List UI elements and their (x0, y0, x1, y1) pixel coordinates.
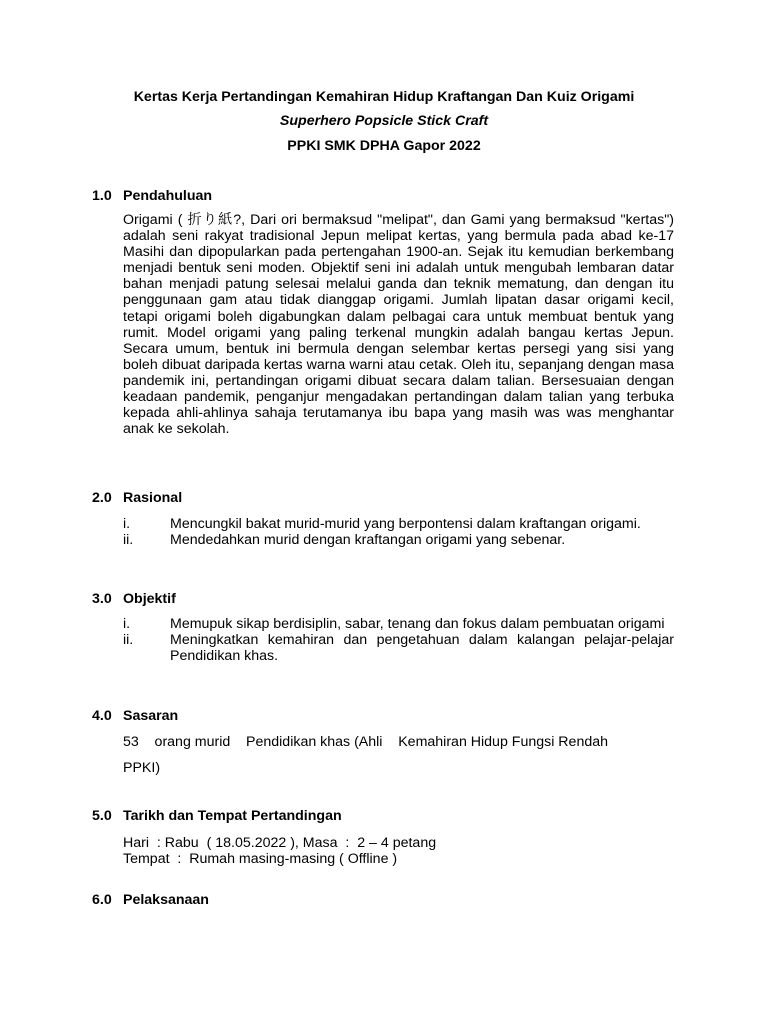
section-number: 3.0 (92, 591, 112, 607)
section-number: 5.0 (92, 808, 112, 824)
section-title: Tarikh dan Tempat Pertandingan (123, 808, 342, 824)
intro-paragraph: Origami ( 折り紙?, Dari ori bermaksud "melipat", dan Gami yang bermaksud "kertas") adalah seni rakyat tradisional Jepun melipat kertas, yang bermula pada abad ke-17 Masihi dan dipopularkan pada pertengahan 1900-an. Sejak itu kemudian berkembang menjadi bentuk seni moden. Objektif seni ini adalah untuk mengubah lembaran datar bahan menjadi patung selesai melalui ganda dan teknik mematung, dan dengan itu penggunaan gam atau tidak dianggap origami. Jumlah lipatan dasar origami kecil, tetapi origami boleh digabungkan dalam pelbagai cara untuk membuat bentuk yang rumit. Model origami yang paling terkenal mungkin adalah bangau kertas Jepun. Secara umum, bentuk ini bermula dengan selembar kertas persegi yang sisi yang boleh dibuat daripada kertas warna warni atau cetak. Oleh itu, sepanjang dengan masa pandemik ini, pertandingan origami dibuat secara dalam talian. Bersesuaian dengan keadaan pandemik, penganjur mengadakan pertandingan dalam talian yang terbuka kepada ahli-ahlinya sahaja terutamanya ibu bapa yang masih was was menghantar anak ke sekolah. (123, 212, 674, 438)
objectives-list (123, 616, 674, 664)
section-heading-rationale (92, 490, 182, 507)
section-number: 2.0 (92, 490, 112, 506)
list-item-text: Mencungkil bakat murid-murid yang berpontensi dalam kraftangan origami. (170, 516, 641, 532)
list-item-text: Mendedahkan murid dengan kraftangan origami yang sebenar. (170, 532, 566, 549)
document-title: Kertas Kerja Pertandingan Kemahiran Hidup Kraftangan Dan Kuiz Origami (133, 89, 635, 105)
section-heading-target (92, 708, 178, 725)
target-line-1: 53 orang murid Pendidikan khas (Ahli Kemahiran Hidup Fungsi Rendah (123, 734, 609, 750)
list-marker: i. (123, 616, 131, 632)
target-line-2: PPKI) (123, 760, 161, 776)
section-heading-schedule (92, 808, 342, 825)
section-title: Sasaran (123, 708, 179, 724)
list-marker: i. (123, 516, 131, 532)
section-heading-objectives (92, 591, 176, 608)
list-item (123, 632, 674, 664)
section-number: 1.0 (92, 188, 112, 204)
document-organizer: PPKI SMK DPHA Gapor 2022 (287, 138, 481, 154)
section-number: 4.0 (92, 708, 112, 724)
document-subtitle: Superhero Popsicle Stick Craft (279, 113, 489, 129)
list-item-text: Memupuk sikap berdisiplin, sabar, tenang dan fokus dalam pembuatan origami (170, 616, 665, 632)
list-item-text: Meningkatkan kemahiran dan pengetahuan dalam kalangan pelajar-pelajar Pendidikan khas. (170, 632, 674, 665)
schedule-venue: Tempat : Rumah masing-masing ( Offline ) (123, 851, 398, 867)
section-number: 6.0 (92, 892, 112, 908)
list-marker: ii. (123, 532, 134, 549)
section-title: Pelaksanaan (123, 892, 209, 908)
list-item (123, 616, 674, 632)
list-marker: ii. (123, 632, 134, 649)
section-heading-implementation (92, 892, 209, 909)
schedule-day-time: Hari : Rabu ( 18.05.2022 ), Masa : 2 – 4 petang (123, 835, 437, 851)
list-item (123, 532, 674, 548)
list-item (123, 516, 674, 532)
section-title: Pendahuluan (123, 188, 213, 204)
section-heading-intro (92, 188, 212, 205)
rationale-list (123, 516, 674, 548)
section-title: Objektif (123, 591, 176, 607)
section-title: Rasional (123, 490, 183, 506)
